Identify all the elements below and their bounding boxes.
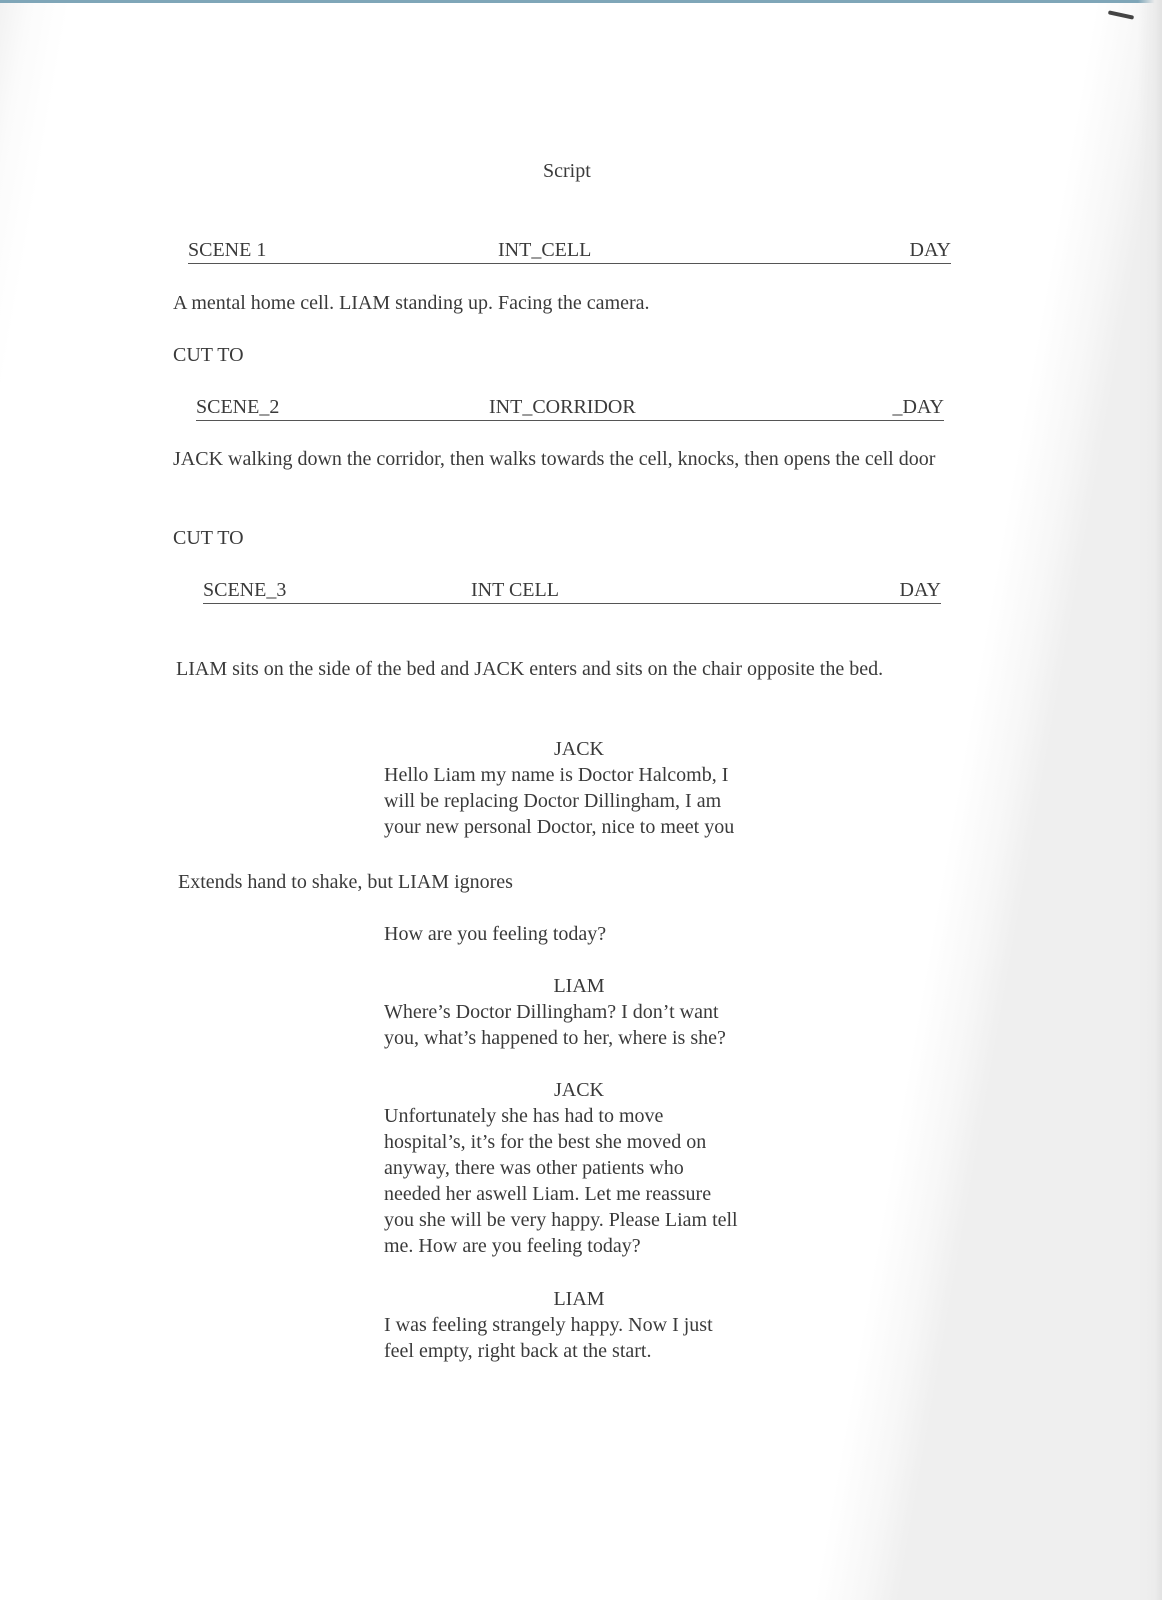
scene-heading-1 bbox=[188, 237, 951, 264]
dialogue-line: Unfortunately she has had to move hospital’s, it’s for the best she moved on anyway, there was other patients who needed her aswell Liam. Let me reassure you she will be very happy. Please Liam tell me. How are you feeling today? bbox=[384, 1105, 738, 1257]
transition-2: CUT TO bbox=[173, 527, 244, 549]
dialogue-line: I was feeling strangely happy. Now I just feel empty, right back at the start. bbox=[384, 1314, 713, 1362]
character-name: JACK bbox=[553, 1079, 604, 1101]
action-line-4: Extends hand to shake, but LIAM ignores bbox=[178, 871, 513, 893]
character-name: LIAM bbox=[553, 975, 605, 997]
dialogue-line: Hello Liam my name is Doctor Halcomb, I will be replacing Doctor Dillingham, I am your new personal Doctor, nice to meet you bbox=[384, 764, 735, 838]
scene-location: INT_CELL bbox=[498, 239, 592, 261]
scene-heading-2 bbox=[196, 394, 944, 421]
document-title: Script bbox=[543, 160, 591, 182]
scan-right-shadow bbox=[1138, 0, 1162, 1600]
scene-time: DAY bbox=[899, 579, 941, 601]
transition-1: CUT TO bbox=[173, 344, 244, 366]
dialogue-continuation: How are you feeling today? bbox=[384, 923, 607, 945]
page-corner-mark bbox=[1108, 10, 1134, 19]
scene-time: DAY bbox=[909, 239, 951, 261]
action-line-1: A mental home cell. LIAM standing up. Facing the camera. bbox=[173, 292, 650, 314]
action-line-2: JACK walking down the corridor, then walks towards the cell, knocks, then opens the cell door bbox=[173, 448, 936, 470]
scene-time: _DAY bbox=[892, 396, 944, 418]
scene-location: INT CELL bbox=[471, 579, 559, 601]
character-name: LIAM bbox=[553, 1288, 605, 1310]
character-name: JACK bbox=[553, 738, 604, 760]
scene-number: SCENE 1 bbox=[188, 239, 267, 261]
dialogue-line: Where’s Doctor Dillingham? I don’t want you, what’s happened to her, where is she? bbox=[384, 1001, 726, 1049]
action-line-3: LIAM sits on the side of the bed and JACK enters and sits on the chair opposite the bed. bbox=[176, 658, 884, 680]
scene-number: SCENE_2 bbox=[196, 396, 280, 418]
scene-location: INT_CORRIDOR bbox=[489, 396, 636, 418]
scene-number: SCENE_3 bbox=[203, 579, 287, 601]
scan-top-edge bbox=[0, 0, 1162, 3]
scene-heading-3 bbox=[203, 577, 941, 604]
